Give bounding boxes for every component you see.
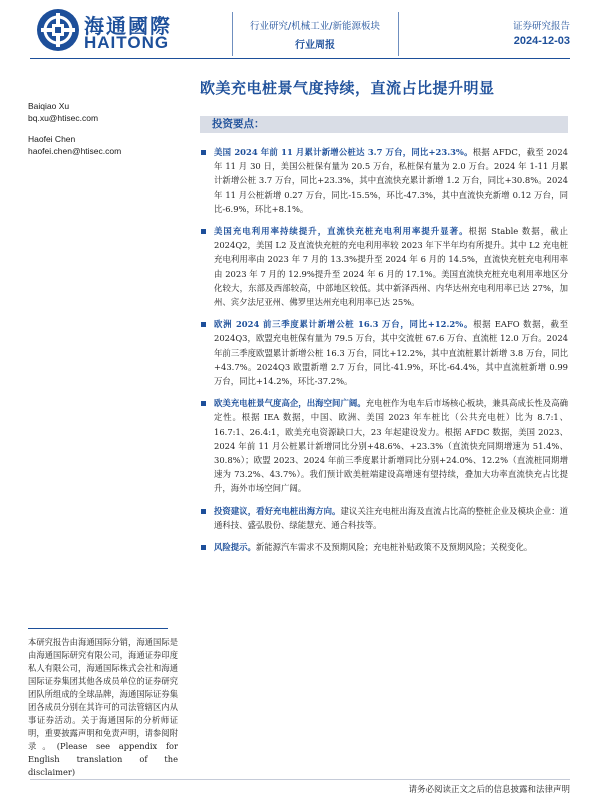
key-point-body: 充电桩作为电车后市场核心板块，兼具高成长性及高确定性。根据 IEA 数据，中国、欧洲、美国 2023 年车桩比（公共充电桩）比为 8.7:1、16.7:1、26.4:1，欧美充电资源缺口大，23 年起建设发力。根据 AFDC 数据，美国 2023、2024 年前 11 月公桩累计新增同比分别+48.6%、+23.3%（直流快充同期增速为 51.4%、30.8%）；欧盟 2023、2024 年前三季度累计新增同比分别+24.0%、12.2%（直流桩同期增速为 73.2%、43.7%）。我们预计欧美桩端建设高增速有望持续，叠加大功率直流快充占比提升，海外市场空间广阔。 <box>214 398 569 494</box>
report-label: 证券研究报告 <box>512 21 570 32</box>
key-point-head: 美国 2024 年前 11 月累计新增公桩达 3.7 万台，同比+23.3%。 <box>214 147 473 157</box>
key-point-body: 新能源汽车需求不及预期风险；充电桩补贴政策不及预期风险；关税变化。 <box>255 542 533 553</box>
analyst-name: Haofei Chen <box>28 134 76 144</box>
key-point-head: 欧美充电桩景气度高企，出海空间广阔。 <box>214 398 366 409</box>
bullet-icon <box>201 322 206 327</box>
key-points-list <box>200 145 568 554</box>
key-point-item <box>200 145 568 216</box>
key-point-item <box>200 504 568 532</box>
key-point-item <box>200 317 568 388</box>
bullet-icon <box>201 229 206 234</box>
key-point-head: 风险提示。 <box>214 542 256 553</box>
key-point-head: 美国充电利用率持续提升，直流快充桩充电利用率提升显著。 <box>214 226 469 237</box>
key-point-body: 根据 Stable 数据，截止 2024Q2，美国 L2 及直流快充桩的充电利用率较 2023 年下半年均有所提升。其中 L2 充电桩充电利用率由 2023 年 7 月的 13.3%提升至 2024 年 6 月的 14.5%，直流快充桩充电利用率由 2023 年 7 月的 12.9%提升至 2024 年 6 月的 17.1%。美国直流快充桩充电利用率地区分化较大，东部及西部较高，中部地区较低。其中新泽西州、内华达州充电利用率已达 27%，加州、宾夕法尼亚州、佛罗里达州充电利用率已达 25%。 <box>214 226 569 308</box>
report-date: 2024-12-03 <box>513 35 570 47</box>
logo-emblem-icon <box>37 9 79 51</box>
bullet-icon <box>201 401 206 406</box>
report-type: 行业周报 <box>295 40 335 51</box>
bullet-icon <box>201 509 206 514</box>
key-point-body: 根据 AFDC，截至 2024 年 11 月 30 日，美国公桩保有量为 20.5 万台，私桩保有量为 2.0 万台。2024 年 1-11 月累计新增公桩 3.7 万台，同比+23.3%，其中直流快充累计新增 1.2 万台，同比+30.8%。2024 年 11 月公桩新增 0.27 万台，同比-15.5%，环比-47.3%，其中直流快充新增 0.12 万台，同比-6.9%，环比+8.1%。 <box>214 147 568 214</box>
bullet-icon <box>201 545 206 550</box>
key-point-head: 投资建议，看好充电桩出海方向。 <box>214 505 341 516</box>
key-point-body: 建议关注充电桩出海及直流占比高的整桩企业及模块企业：道通科技、盛弘股份、绿能慧充、通合科技等。 <box>214 505 569 530</box>
bullet-icon <box>201 150 206 155</box>
key-point-body: 根据 EAFO 数据，截至 2024Q3，欧盟充电桩保有量为 79.5 万台，其中交流桩 67.6 万台、直流桩 12.0 万台。2024 年前三季度欧盟累计新增公桩 16.3 万台，同比+12.2%，其中直流桩累计新增 3.8 万台，同比+43.7%。2024Q3 欧盟新增 2.7 万台，同比-41.9%，环比-64.4%，其中直流桩新增 0.99 万台，同比+14.2%，环比-37.2%。 <box>214 319 568 387</box>
key-point-item <box>200 540 568 554</box>
report-category: 行业研究/机械工业/新能源板块 <box>250 21 380 32</box>
footer-notice: 请务必阅读正文之后的信息披露和法律声明 <box>408 785 570 795</box>
header-rule <box>30 58 570 59</box>
key-points-heading: 投资要点： <box>212 118 265 130</box>
analyst-name: Baiqiao Xu <box>28 101 70 111</box>
key-point-head: 欧洲 2024 前三季度累计新增公桩 16.3 万台，同比+12.2%。 <box>214 319 474 330</box>
disclaimer-text: 本研究报告由海通国际分销，海通国际是由海通国际研究有限公司，海通证券印度私人有限公司，海通国际株式会社和海通国际证券集团其他各成员单位的证券研究团队所组成的全球品牌，海通国际证券集团各成员分别在其许可的司法管辖区内从事证券活动。关于海通国际的分析师证明，重要披露声明和免责声明，请参阅附录。(Please see appendix for English translation of the disclaimer) <box>28 637 178 777</box>
logo-text-en: HAITONG <box>84 33 170 52</box>
key-point-item <box>200 224 568 309</box>
haitong-logo <box>37 9 217 53</box>
key-point-item <box>200 396 568 495</box>
analyst-email[interactable]: haofei.chen@htisec.com <box>28 146 122 156</box>
disclaimer-rule <box>28 628 168 629</box>
report-title: 欧美充电桩景气度持续，直流占比提升明显 <box>200 79 495 97</box>
analyst-email[interactable]: bq.xu@htisec.com <box>28 113 99 123</box>
header-divider-left <box>232 12 233 56</box>
header-divider-right <box>398 12 399 56</box>
footer-rule <box>30 779 570 780</box>
logo-text-cn: 海通國際 <box>84 14 172 38</box>
